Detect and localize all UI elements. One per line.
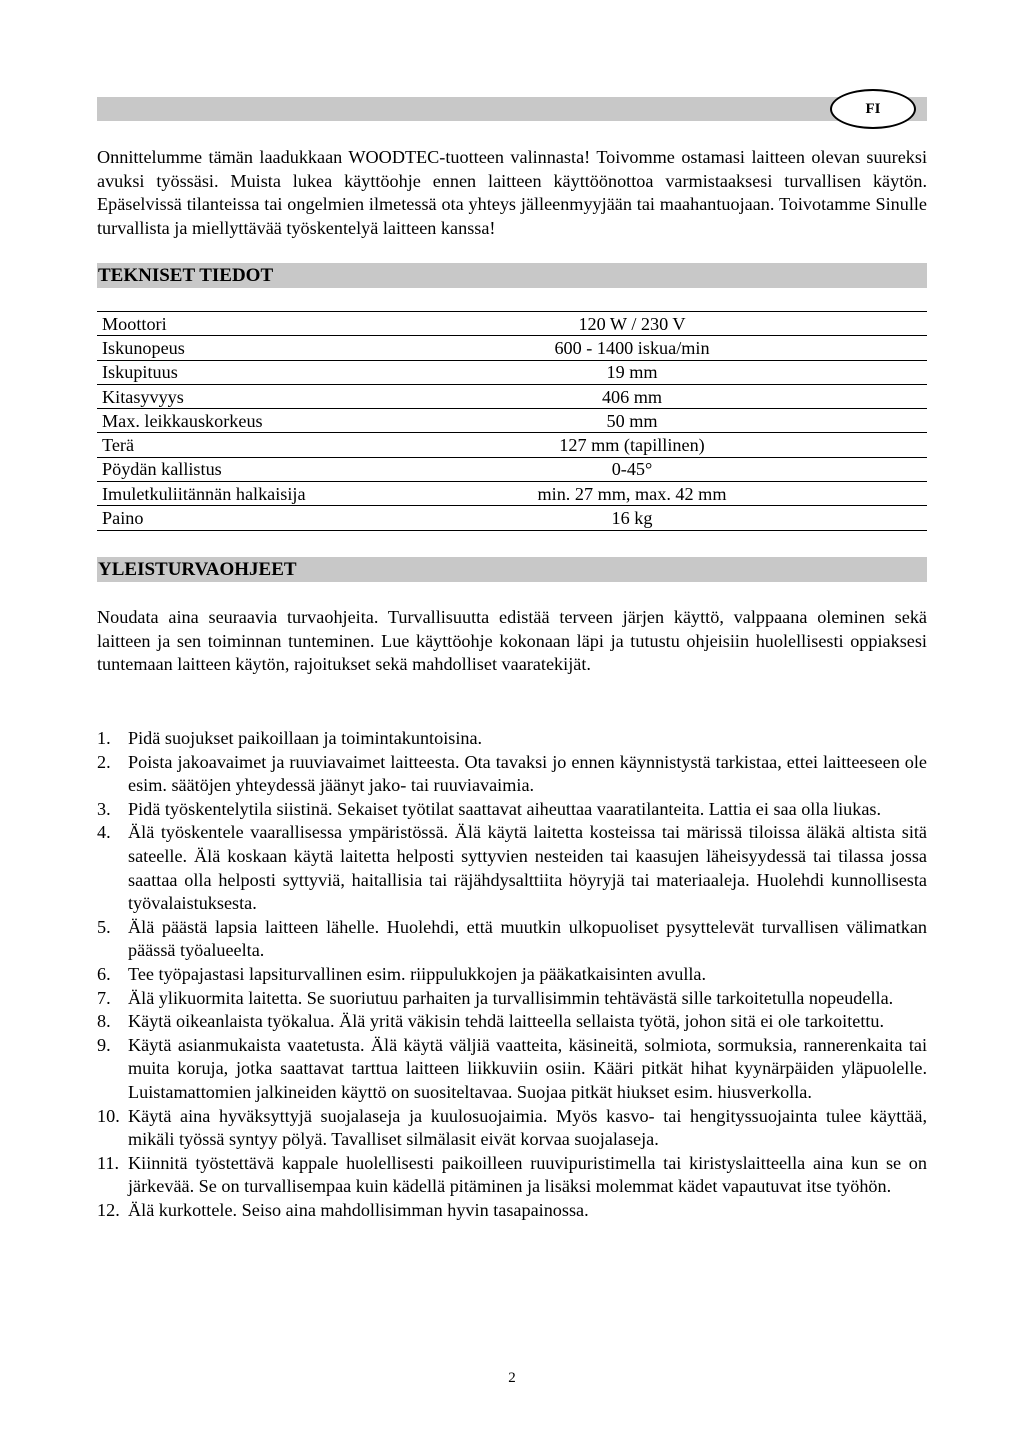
spec-label: Max. leikkauskorkeus — [97, 409, 452, 433]
rule-number: 3. — [97, 798, 111, 819]
table-row — [97, 384, 927, 408]
rule-number: 4. — [97, 822, 111, 843]
spec-value: 19 mm — [452, 360, 927, 384]
table-row — [97, 409, 927, 433]
spec-label: Terä — [97, 433, 452, 457]
tech-section-heading: TEKNISET TIEDOT — [97, 263, 927, 288]
list-item — [97, 821, 927, 915]
intro-paragraph: Onnittelumme tämän laadukkaan WOODTEC-tuotteen valinnasta! Toivomme ostamasi laitteen olevan suureksi avuksi työssäsi. Muista lukea käyttöohje ennen laitteen käyttöönottoa varmistaaksesi turvallisen käytön. Epäselvissä tilanteissa tai ongelmien ilmetessä ota yhteys jälleenmyyjään tai maahantuojaan. Toivotamme Sinulle turvallista ja miellyttävää työskentelyä laitteen kanssa! — [97, 147, 927, 238]
safety-section-heading: YLEISTURVAOHJEET — [97, 557, 927, 582]
rule-number: 8. — [97, 1011, 111, 1032]
list-item — [97, 727, 927, 751]
list-item — [97, 987, 927, 1011]
spec-label: Moottori — [97, 312, 452, 336]
spec-value: 127 mm (tapillinen) — [452, 433, 927, 457]
rule-text: Älä päästä lapsia laitteen lähelle. Huolehdi, että muutkin ulkopuoliset pysyttelevät turvallisen välimatkan päässä työalueelta. — [128, 916, 927, 961]
rule-number: 12. — [97, 1199, 120, 1220]
list-item — [97, 916, 927, 963]
list-item — [97, 1152, 927, 1199]
rule-number: 2. — [97, 751, 111, 772]
rule-text: Tee työpajastasi lapsiturvallinen esim. riippulukkojen ja pääkatkaisinten avulla. — [128, 963, 707, 984]
spec-value: min. 27 mm, max. 42 mm — [452, 482, 927, 506]
list-item — [97, 963, 927, 987]
spec-label: Kitasyvyys — [97, 384, 452, 408]
table-row — [97, 433, 927, 457]
spec-value: 50 mm — [452, 409, 927, 433]
table-row — [97, 312, 927, 336]
rule-number: 5. — [97, 916, 111, 937]
page-number: 2 — [508, 1370, 516, 1386]
rule-text: Älä kurkottele. Seiso aina mahdollisimman hyvin tasapainossa. — [128, 1199, 589, 1220]
list-item — [97, 1199, 927, 1223]
spec-value: 600 - 1400 iskua/min — [452, 336, 927, 360]
spec-label: Imuletkuliitännän halkaisija — [97, 482, 452, 506]
spec-value: 16 kg — [452, 506, 927, 530]
rule-text: Pidä suojukset paikoillaan ja toimintakuntoisina. — [128, 728, 483, 748]
rule-number: 7. — [97, 987, 111, 1008]
rule-text: Käytä asianmukaista vaatetusta. Älä käytä väljiä vaatteita, käsineitä, solmiota, sormuksia, rannerenkaita tai muita koruja, jotka saattavat tarttua laitteen liikkuviin osiin. Kääri pitkät hihat kyynärpäiden yläpuolelle. Luistamattomien jalkineiden käyttö on suositeltavaa. Suojaa pitkät hiukset esim. hiusverkolla. — [128, 1034, 927, 1102]
header-bar — [97, 97, 927, 121]
rule-number: 1. — [97, 728, 111, 748]
rule-text: Älä työskentele vaarallisessa ympäristössä. Älä käytä laitetta kosteissa tai märissä tiloissa äläkä altista sitä sateelle. Älä koskaan käytä laitetta helposti syttyvien nesteiden tai kaasujen läheisyydessä tai tilassa jossa saattaa olla helposti syttyviä, haitallisia tai räjähdysalttiita höyryjä tai materiaaleja. Huolehdi kunnollisesta työvalaistuksesta. — [128, 822, 927, 914]
safety-intro-paragraph: Noudata aina seuraavia turvaohjeita. Turvallisuutta edistää terveen järjen käyttö, valppaana oleminen sekä laitteen ja sen toiminnan tunteminen. Lue käyttöohje kokonaan läpi ja tutustu ohjeisiin huolellisesti oppiaksesi tuntemaan laitteen käytön, rajoitukset sekä mahdolliset vaaratekijät. — [97, 607, 927, 675]
list-item — [97, 798, 927, 822]
rule-text: Poista jakoavaimet ja ruuviavaimet laitteesta. Ota tavaksi jo ennen käynnistystä tarkistaa, ettei laitteeseen ole esim. säätöjen yhteydessä jäänyt jako- tai ruuviavaimia. — [128, 751, 927, 796]
spec-label: Paino — [97, 506, 452, 530]
spec-label: Iskunopeus — [97, 336, 452, 360]
spec-label: Iskupituus — [97, 360, 452, 384]
language-badge — [830, 89, 916, 129]
spec-label: Pöydän kallistus — [97, 457, 452, 481]
list-item — [97, 1010, 927, 1034]
rule-text: Kiinnitä työstettävä kappale huolellisesti paikoilleen ruuvipuristimella tai kiristyslaitteella aina kun se on järkevää. Se on turvallisempaa kuin kädellä pitäminen ja lisäksi molemmat kädet vapautuvat itse työhön. — [128, 1152, 927, 1197]
rule-text: Pidä työskentelytila siistinä. Sekaiset työtilat saattavat aiheuttaa vaaratilanteita. Lattia ei saa olla liukas. — [128, 798, 882, 819]
spec-value: 0-45° — [452, 457, 927, 481]
spec-value: 120 W / 230 V — [452, 312, 927, 336]
table-row — [97, 336, 927, 360]
rule-number: 11. — [97, 1152, 120, 1173]
table-row — [97, 457, 927, 481]
language-code: FI — [865, 100, 881, 117]
table-row — [97, 506, 927, 530]
list-item — [97, 1105, 927, 1152]
list-item — [97, 751, 927, 798]
spec-value: 406 mm — [452, 384, 927, 408]
rule-number: 9. — [97, 1034, 111, 1055]
spec-table — [97, 311, 927, 531]
rule-number: 6. — [97, 963, 111, 984]
list-item — [97, 1034, 927, 1105]
safety-rules-list — [97, 727, 927, 1222]
table-row — [97, 360, 927, 384]
rule-text: Käytä aina hyväksyttyjä suojalaseja ja kuulosuojaimia. Myös kasvo- tai hengityssuojainta tulee käyttää, mikäli työssä syntyy pölyä. Tavalliset silmälasit eivät korvaa suojalaseja. — [128, 1105, 927, 1150]
table-row — [97, 482, 927, 506]
rule-text: Käytä oikeanlaista työkalua. Älä yritä väkisin tehdä laitteella sellaista työtä, johon sitä ei ole tarkoitettu. — [128, 1011, 885, 1032]
rule-number: 10. — [97, 1105, 120, 1126]
rule-text: Älä ylikuormita laitetta. Se suoriutuu parhaiten ja turvallisimmin tehtävästä sille tarkoitetulla nopeudella. — [128, 987, 894, 1008]
